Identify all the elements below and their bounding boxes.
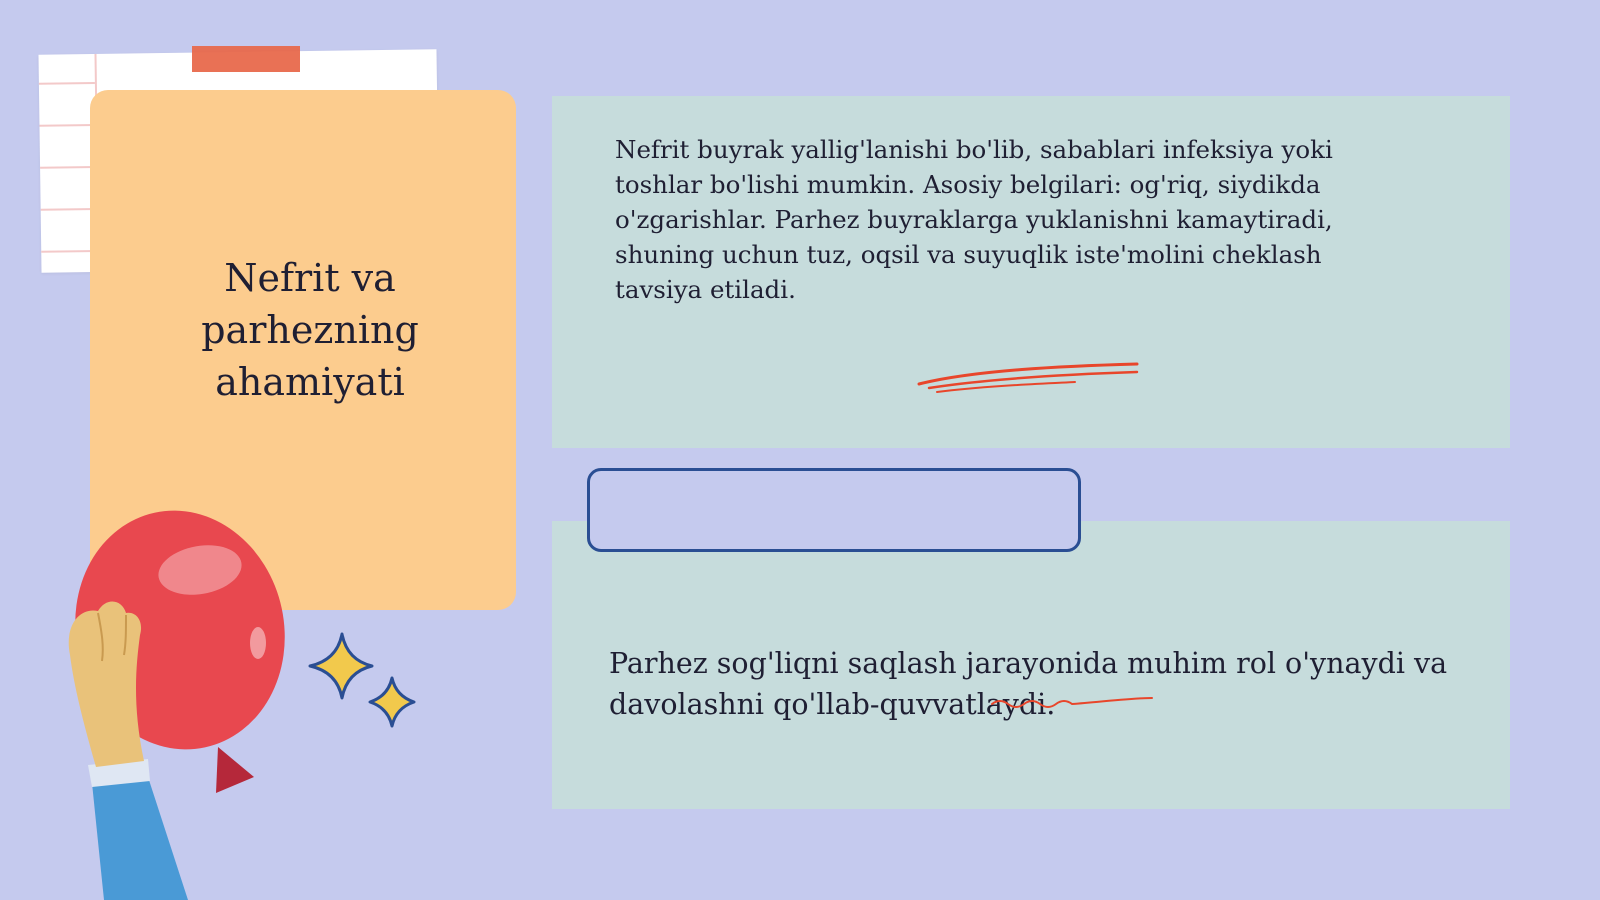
bottom-paragraph: Parhez sog'liqni saqlash jarayonida muhim rol o'ynaydi va davolashni qo'llab-quvvatlaydi.	[609, 647, 1448, 721]
slide-title: Nefrit va parhezning ahamiyati	[201, 256, 419, 404]
wavy-underline-icon	[990, 690, 1160, 714]
paper-rule-line	[39, 124, 95, 127]
paper-rule-line	[41, 250, 97, 253]
tape-decoration	[192, 46, 300, 72]
balloon-icon	[40, 515, 300, 900]
top-paragraph: Nefrit buyrak yallig'lanishi bo'lib, sabablari infeksiya yoki toshlar bo'lishi mumkin. Asosiy belgilari: og'riq, siydikda o'zgarishlar. Parhez buyraklarga yuklanishni kamaytiradi, shuning uchun tuz, oqsil va suyuqlik iste'molini cheklash tavsiya etiladi.	[615, 135, 1333, 304]
sparkle-star-icon	[302, 630, 432, 740]
paper-rule-line	[41, 208, 97, 211]
outline-label-box	[587, 468, 1081, 552]
paper-rule-line	[40, 166, 96, 169]
scribble-underline-icon	[915, 352, 1145, 398]
paper-rule-line	[39, 82, 95, 85]
